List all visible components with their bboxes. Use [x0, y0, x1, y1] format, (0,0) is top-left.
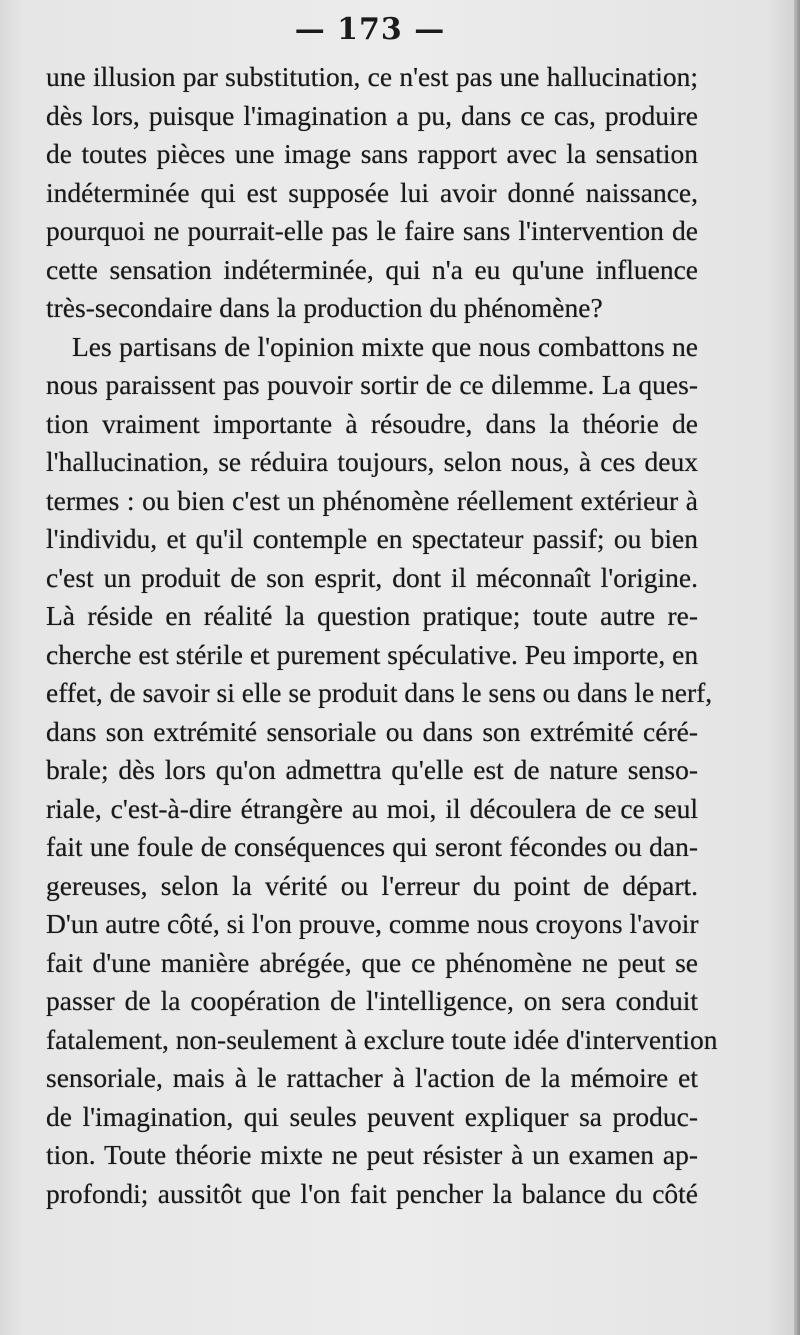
text-line: passer de la coopération de l'intelligence, on sera conduit: [46, 985, 698, 1016]
text-line: une illusion par substitution, ce n'est pas une hallucination;: [46, 61, 698, 92]
text-line: de l'imagination, qui seules peuvent expliquer sa produc-: [46, 1100, 698, 1132]
text-line: D'un autre côté, si l'on prouve, comme nous croyons l'avoir: [46, 908, 699, 939]
text-line: termes : ou bien c'est un phénomène réellement extérieur à: [46, 484, 698, 516]
text-line: sensoriale, mais à le rattacher à l'action de la mémoire et: [46, 1062, 698, 1093]
text-line: cherche est stérile et purement spéculative. Peu importe, en: [46, 638, 699, 670]
text-line: l'hallucination, se réduira toujours, selon nous, à ces deux: [46, 446, 698, 477]
text-line: cette sensation indéterminée, qui n'a eu qu'une influence: [46, 253, 698, 285]
text-line: c'est un produit de son esprit, dont il méconnaît l'origine.: [46, 561, 698, 593]
text-line: profondi; aussitôt que l'on fait pencher la balance du côté: [46, 1177, 698, 1209]
text-line: effet, de savoir si elle se produit dans le sens ou dans le nerf,: [46, 677, 713, 708]
text-line: indéterminée qui est supposée lui avoir donné naissance,: [46, 176, 698, 208]
text-line: gereuses, selon la vérité ou l'erreur du point de départ.: [46, 869, 698, 901]
text-line: dans son extrémité sensoriale ou dans son extrémité céré-: [46, 715, 698, 747]
text-line: tion vraiment importante à résoudre, dans la théorie de: [46, 407, 698, 439]
text-line: l'individu, et qu'il contemple en spectateur passif; ou bien: [46, 523, 698, 554]
text-line: Là réside en réalité la question pratique; toute autre re-: [46, 600, 698, 631]
body-text: [46, 58, 718, 1213]
text-line: fait d'une manière abrégée, que ce phénomène ne peut se: [46, 946, 698, 978]
page-number: — 173 —: [294, 12, 446, 47]
text-line: dès lors, puisque l'imagination a pu, dans ce cas, produire: [46, 99, 698, 131]
text-line: pourquoi ne pourrait-elle pas le faire sans l'intervention de: [46, 215, 698, 246]
text-line: fait une foule de conséquences qui seront fécondes ou dan-: [46, 831, 698, 862]
text-line: de toutes pièces une image sans rapport avec la sensation: [46, 138, 698, 169]
text-line: riale, c'est-à-dire étrangère au moi, il découlera de ce seul: [46, 792, 698, 824]
text-line: fatalement, non-seulement à exclure toute idée d'intervention: [46, 1023, 718, 1055]
text-line: Les partisans de l'opinion mixte que nous combattons ne: [72, 330, 698, 362]
text-line: très-secondaire dans la production du phénomène?: [46, 292, 603, 323]
text-line: nous paraissent pas pouvoir sortir de ce dilemme. La ques-: [46, 369, 698, 400]
text-line: brale; dès lors qu'on admettra qu'elle est de nature senso-: [46, 754, 698, 785]
page-edge-shadow: [794, 0, 800, 1335]
text-line: tion. Toute théorie mixte ne peut résister à un examen ap-: [46, 1139, 698, 1170]
